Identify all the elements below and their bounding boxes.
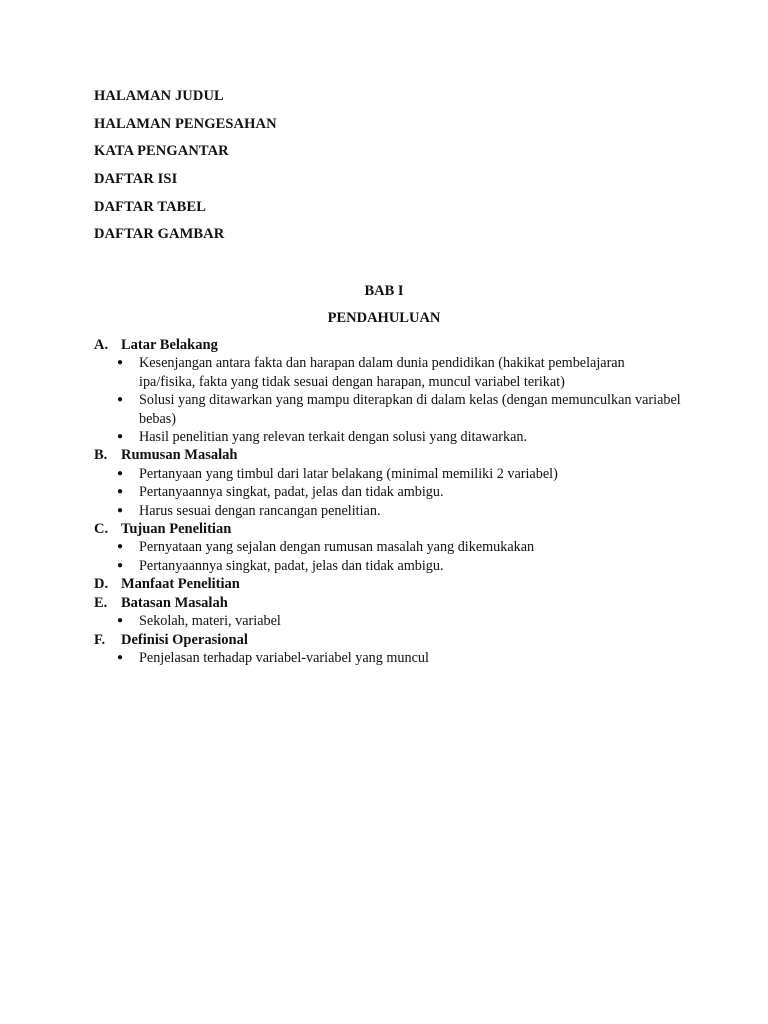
- bullet-dot-icon: ●: [117, 431, 124, 443]
- section-title: Manfaat Penelitian: [121, 576, 240, 593]
- bullet-text: Pernyataan yang sejalan dengan rumusan masalah yang dikemukakan: [139, 539, 535, 556]
- bullet-text: Kesenjangan antara fakta dan harapan dalam dunia pendidikan (hakikat pembelajaran ipa/fisika, fakta yang tidak sesuai dengan harapan, muncul variabel terikat): [139, 355, 625, 390]
- bullet-item: [94, 391, 684, 428]
- bullet-text: Harus sesuai dengan rancangan penelitian.: [139, 502, 381, 519]
- section-title: Latar Belakang: [121, 337, 218, 353]
- bullet-dot-icon: ●: [117, 467, 124, 479]
- chapter-number: BAB I: [364, 283, 404, 299]
- section-letter: F.: [94, 631, 106, 648]
- front-matter-item: DAFTAR ISI: [94, 171, 178, 188]
- section: [94, 631, 684, 668]
- bullet-list: [94, 649, 684, 667]
- section: [94, 446, 684, 520]
- chapter-sections: [94, 336, 684, 667]
- section-title: Tujuan Penelitian: [121, 521, 232, 538]
- bullet-item: [94, 612, 684, 630]
- bullet-list: [94, 465, 684, 520]
- section-heading: [94, 575, 684, 593]
- bullet-dot-icon: ●: [117, 541, 124, 553]
- bullet-text: Pertanyaannya singkat, padat, jelas dan tidak ambigu.: [139, 557, 444, 574]
- section-letter: D.: [94, 576, 109, 593]
- bullet-item: [94, 465, 684, 483]
- bullet-list: [94, 354, 684, 446]
- section-title: Batasan Masalah: [121, 594, 228, 611]
- front-matter-item: HALAMAN PENGESAHAN: [94, 115, 277, 132]
- bullet-text: Solusi yang ditawarkan yang mampu diterapkan di dalam kelas (dengan memunculkan variabel bebas): [139, 392, 681, 427]
- bullet-text: Pertanyaan yang timbul dari latar belakang (minimal memiliki 2 variabel): [139, 465, 558, 482]
- section: [94, 336, 684, 446]
- section: [94, 594, 684, 631]
- front-matter-list: [94, 86, 277, 252]
- bullet-dot-icon: ●: [117, 504, 124, 516]
- section-letter: B.: [94, 447, 108, 464]
- front-matter-item: DAFTAR GAMBAR: [94, 226, 225, 243]
- front-matter-item: DAFTAR TABEL: [94, 198, 206, 215]
- bullet-item: [94, 538, 684, 556]
- bullet-dot-icon: ●: [117, 357, 124, 369]
- bullet-item: [94, 428, 684, 446]
- section-title: Definisi Operasional: [121, 631, 248, 648]
- bullet-dot-icon: ●: [117, 486, 124, 498]
- bullet-text: Hasil penelitian yang relevan terkait dengan solusi yang ditawarkan.: [139, 429, 528, 446]
- section-letter: A.: [94, 337, 109, 353]
- bullet-list: [94, 538, 684, 575]
- bullet-text: Sekolah, materi, variabel: [139, 613, 281, 630]
- section-letter: C.: [94, 521, 109, 538]
- section: [94, 520, 684, 575]
- bullet-list: [94, 612, 684, 630]
- section-title: Rumusan Masalah: [121, 447, 238, 464]
- bullet-item: [94, 354, 684, 391]
- bullet-text: Penjelasan terhadap variabel-variabel yang muncul: [139, 649, 429, 666]
- bullet-dot-icon: ●: [117, 559, 124, 571]
- bullet-dot-icon: ●: [117, 394, 124, 406]
- bullet-item: [94, 502, 684, 520]
- section-heading: [94, 336, 684, 354]
- bullet-item: [94, 649, 684, 667]
- section-heading: [94, 446, 684, 464]
- section-heading: [94, 594, 684, 612]
- chapter-title: PENDAHULUAN: [327, 310, 441, 326]
- bullet-dot-icon: ●: [117, 651, 124, 663]
- section-heading: [94, 520, 684, 538]
- bullet-item: [94, 557, 684, 575]
- bullet-dot-icon: ●: [117, 615, 124, 627]
- bullet-text: Pertanyaannya singkat, padat, jelas dan tidak ambigu.: [139, 484, 444, 501]
- section-heading: [94, 631, 684, 649]
- front-matter-item: HALAMAN JUDUL: [94, 88, 224, 104]
- section: [94, 575, 684, 593]
- front-matter-item: KATA PENGANTAR: [94, 143, 229, 160]
- bullet-item: [94, 483, 684, 501]
- section-letter: E.: [94, 594, 108, 611]
